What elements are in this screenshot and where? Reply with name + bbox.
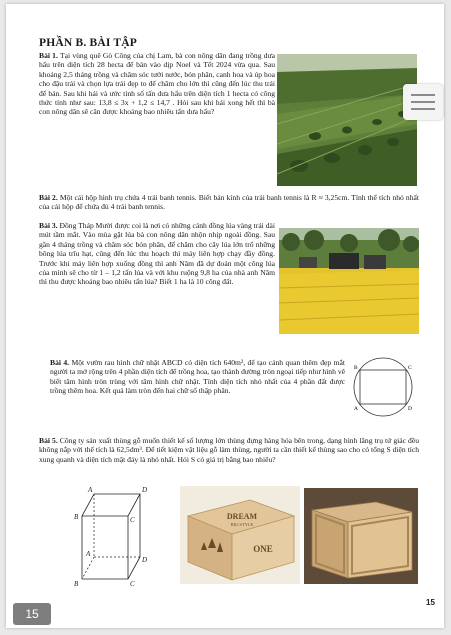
circle-rectangle-figure — [348, 354, 418, 420]
watermelon-field-photo — [277, 54, 417, 186]
prism-label-d-top: D — [142, 486, 148, 494]
menu-icon[interactable] — [403, 84, 443, 120]
box-text-one: ONE — [253, 544, 273, 554]
problem-2-text: Một cái hộp hình trụ chứa 4 trái banh tennis. Biết bán kính của trái banh tennis là R ≈ 3,25cm. Tính thể tích nhỏ nhất của cái hộp để chứa đủ 4 trái banh tennis. — [39, 193, 419, 212]
problem-1 — [39, 51, 275, 117]
prism-diagram — [72, 484, 172, 592]
wooden-crate-photo — [304, 488, 418, 584]
figure-label-b: B — [354, 365, 358, 371]
problem-4-text: Một vườn rau hình chữ nhật ABCD có diện tích 640m², để tạo cảnh quan thêm đẹp mắt người ta mở rộng trên 4 phần diện tích để trồng hoa, tạo thành đường tròn ngoại tiếp như hình vẽ biết tâm hình tròn trùng với tâm hình chữ nhật. Tính diện tích nhỏ nhất của 4 phần đất được trồng thêm hoa. Kết quả làm tròn đến hai chữ số thập phân. — [50, 358, 345, 396]
prism-label-c-bottom: C — [130, 580, 135, 588]
prism-label-c-top: C — [130, 516, 135, 524]
page-number: 15 — [426, 598, 435, 607]
problem-4-label: Bài 4. — [50, 358, 70, 367]
problem-5-text: Công ty sản xuất thùng gỗ muốn thiết kế số lượng lớn thùng đựng hàng hóa bên trong, dạng hình lăng trụ tứ giác đều không nắp với thể tích là 62,5dm³. Để tiết kiệm vật liệu gỗ làm thùng, người ta cần thiết kế thùng sao cho có tổng S diện tích xung quanh và diện tích mặt đáy là nhỏ nhất. Hỏi S có giá trị bằng bao nhiêu? — [39, 436, 420, 464]
problem-1-label: Bài 1. — [39, 51, 58, 60]
problem-3-label: Bài 3. — [39, 221, 58, 230]
box-text-dream: DREAM — [226, 512, 258, 521]
prism-label-b-top: B — [74, 513, 79, 521]
page-badge[interactable]: 15 — [13, 603, 51, 625]
prism-label-a-top: A — [88, 486, 93, 494]
prism-label-a-bottom: A — [86, 550, 91, 558]
problem-3-text: Đồng Tháp Mười được coi là nơi có những cánh đồng lúa vàng trải dài mút tầm mắt. Vào mùa gặt lúa bà con nông dân nhộn nhịp ngoài đồng. Sau gần 4 tháng trồng và chăm sóc bón phân, để chăm cho cây lúa lớn trổ những bông lúa trĩu hạt, cũng đến lúc thu hoạch thì máy liên hợp chạy đầy đồng. Trước khi máy liên hợp xuống đồng thì anh Năm đã dự đoán một công lúa của mình sẽ cho từ 1 – 1,2 tấn lúa và với khu ruộng 9,8 ha của nhà anh Năm thì thu được khoảng bao nhiêu tấn lúa? Biết 1 ha là 10 công đất. — [39, 221, 275, 287]
problem-4 — [50, 358, 345, 396]
rice-harvest-photo — [279, 228, 419, 334]
problem-5-label: Bài 5. — [39, 436, 58, 445]
figure-label-c: C — [408, 365, 412, 371]
wooden-box-photo — [180, 486, 300, 584]
prism-label-d-bottom: D — [142, 556, 148, 564]
figure-label-a: A — [354, 406, 358, 412]
figure-label-d: D — [408, 406, 412, 412]
box-text-big-style: BIG STYLE — [230, 522, 254, 527]
document-page — [6, 4, 444, 628]
problem-5 — [39, 436, 419, 464]
problem-2-label: Bài 2. — [39, 193, 58, 202]
prism-label-b-bottom: B — [74, 580, 79, 588]
problem-3 — [39, 221, 275, 287]
problem-1-text: Tại vùng quê Gò Công của chị Lam, bà con nông dân đang trồng dưa hấu trên diện tích 28 hecta để bán vào dịp Noel và Tết 2024 vừa qua. Sau khoảng 2,5 tháng trồng và chăm sóc tưới nước, bón phân, canh hoa và úp hoa cho đậu trái và chọn lựa trái đẹp to để chăm cho lớn thì cũng đến lúc thu trái để bán. Sau khi hái và ước tính số tấn dưa hấu trên diện tích 1 hecta có công thức tính như sau: 13,8 ≤ 3x + 1,2 ≤ 14,7 . Hỏi sau khi hái xong hết thì bà con nông dân sẽ cân được khoảng bao nhiêu tấn dưa hấu? — [39, 51, 275, 117]
section-title: PHẦN B. BÀI TẬP — [39, 37, 137, 49]
problem-2 — [39, 193, 419, 212]
